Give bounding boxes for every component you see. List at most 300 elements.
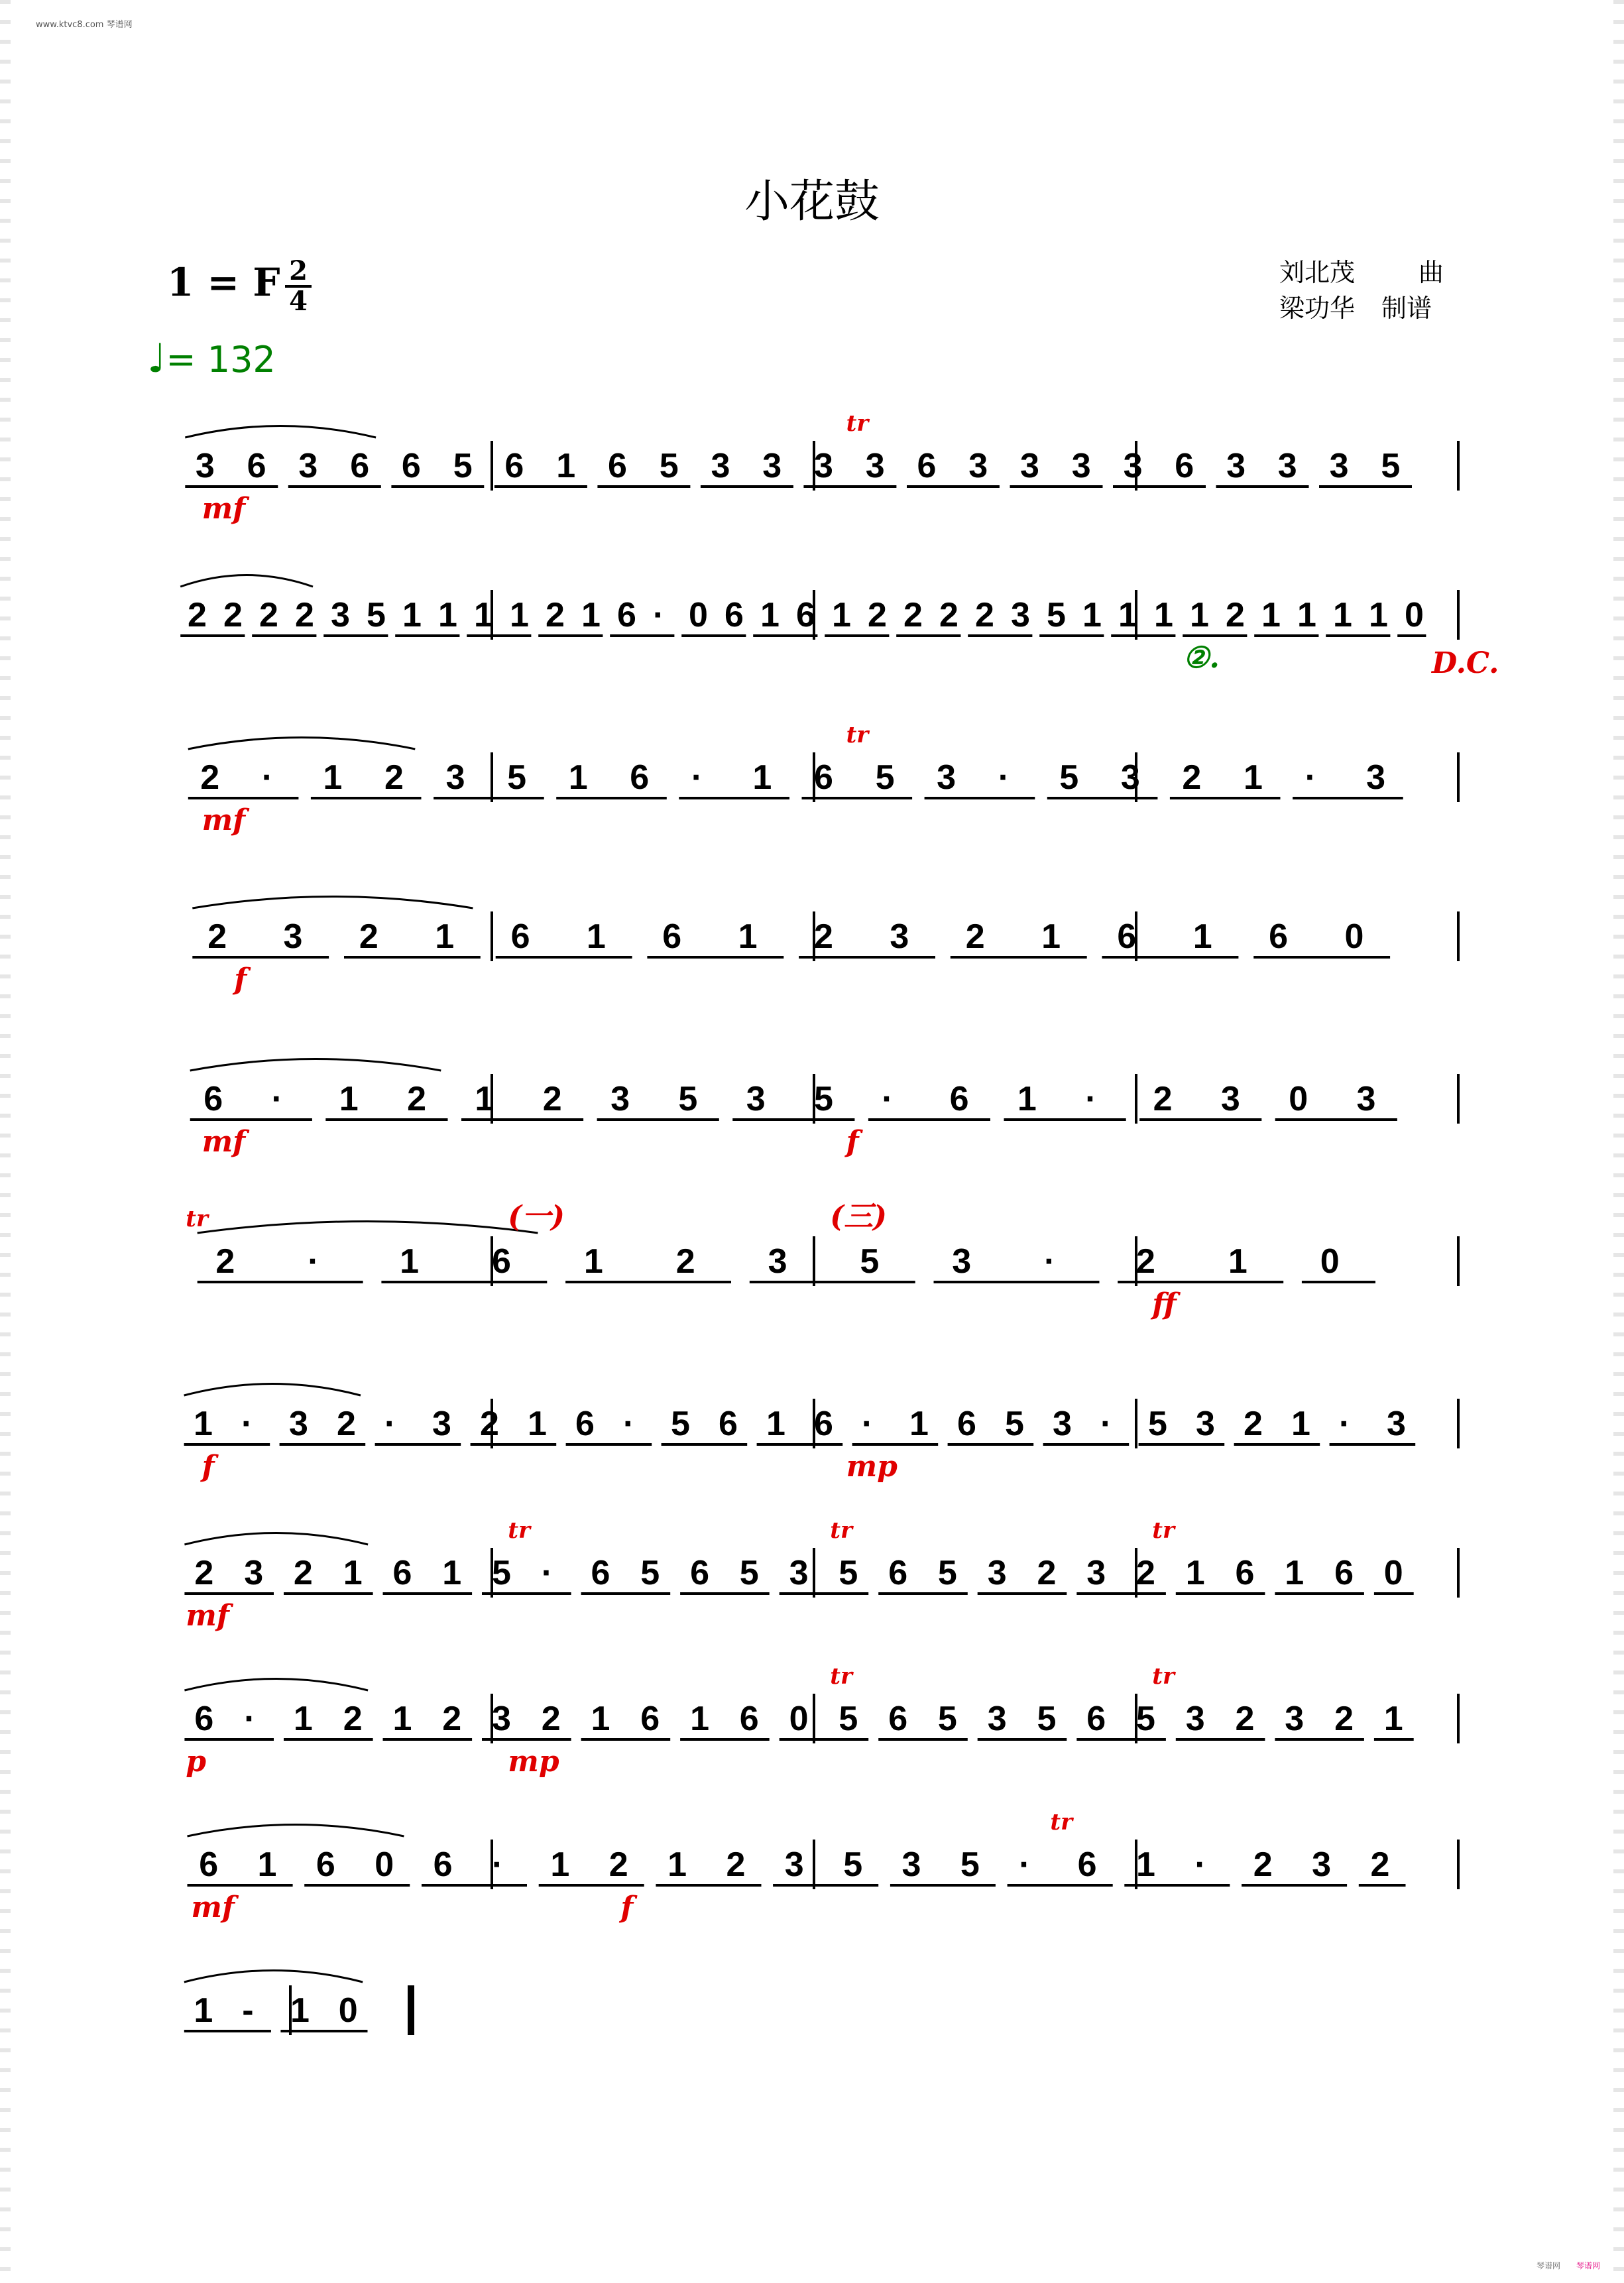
note: 6 xyxy=(640,1700,660,1738)
note: 5 xyxy=(739,1554,759,1592)
site-label: 琴谱网 xyxy=(1536,2261,1560,2270)
dynamic-mark: tr xyxy=(830,1663,852,1690)
note: · xyxy=(384,1405,396,1443)
dynamic-mark: tr xyxy=(508,1517,530,1544)
slur xyxy=(184,1679,368,1691)
note: 2 xyxy=(223,596,243,634)
note: 1 xyxy=(475,1080,494,1118)
note: 1 xyxy=(760,596,780,634)
note: 3 xyxy=(1053,1405,1072,1443)
system-notation xyxy=(0,1810,1624,1942)
note: 3 xyxy=(937,758,957,797)
note: 3 xyxy=(244,1554,264,1592)
arranger-line xyxy=(1279,290,1444,326)
note: 2 xyxy=(215,1242,235,1281)
note: 3 xyxy=(952,1242,972,1281)
time-signature-bottom: 4 xyxy=(289,286,308,317)
note: 3 xyxy=(298,447,318,485)
note: 2 xyxy=(546,596,565,634)
note: 3 xyxy=(610,1080,630,1118)
note: 5 xyxy=(1059,758,1079,797)
note: 6 xyxy=(814,1405,833,1443)
note: 1 xyxy=(400,1242,420,1281)
note: 1 xyxy=(194,1405,213,1443)
slur xyxy=(184,1533,368,1545)
dynamic-mark: mp xyxy=(508,1745,559,1779)
note: 2 xyxy=(295,596,314,634)
arranger-name: 梁功华 xyxy=(1279,294,1356,323)
note: 5 xyxy=(960,1845,980,1884)
note: 3 xyxy=(1020,447,1039,485)
note: 2 xyxy=(609,1845,628,1884)
note: 1 xyxy=(752,758,772,797)
system-notation xyxy=(0,398,1624,530)
note: 0 xyxy=(1344,917,1364,956)
system-notation xyxy=(0,723,1624,855)
note: 1 xyxy=(591,1700,610,1738)
note: 2 xyxy=(541,1700,561,1738)
note: 1 xyxy=(392,1700,412,1738)
dynamic-mark: f xyxy=(620,1891,634,1924)
note: · xyxy=(1019,1845,1031,1884)
site-watermark-bottom xyxy=(1537,2260,1600,2271)
note: 3 xyxy=(1196,1405,1215,1443)
note: 6 xyxy=(247,447,266,485)
note: 6 xyxy=(194,1700,214,1738)
system-notation xyxy=(0,1044,1624,1177)
note: 3 xyxy=(289,1405,308,1443)
dynamic-mark: mf xyxy=(191,1891,235,1924)
note: 1 xyxy=(435,917,455,956)
note: 1 xyxy=(290,1991,310,2030)
note: 2 xyxy=(293,1554,313,1592)
note: 2 xyxy=(1136,1242,1155,1281)
dynamic-mark: f xyxy=(202,1450,215,1484)
note: 2 xyxy=(480,1405,499,1443)
note: · xyxy=(241,1405,253,1443)
note: 6 xyxy=(617,596,636,634)
note: · xyxy=(308,1242,319,1281)
dynamic-mark: mf xyxy=(186,1599,229,1633)
note: 1 xyxy=(1017,1080,1037,1118)
note: 2 xyxy=(965,917,985,956)
note: 3 xyxy=(1387,1405,1406,1443)
note: 3 xyxy=(195,447,215,485)
note: 1 xyxy=(1041,917,1061,956)
note: 1 xyxy=(568,758,588,797)
system-7 xyxy=(0,1369,1624,1501)
note: 3 xyxy=(987,1554,1007,1592)
note: 5 xyxy=(640,1554,660,1592)
note: 1 xyxy=(528,1405,547,1443)
note: 1 xyxy=(581,596,601,634)
note: 6 xyxy=(739,1700,759,1738)
note: · xyxy=(623,1405,635,1443)
note: 3 xyxy=(1356,1080,1376,1118)
note: 2 xyxy=(1182,758,1202,797)
note: 1 xyxy=(1185,1554,1205,1592)
dynamic-mark: mp xyxy=(846,1450,898,1484)
note: 2 xyxy=(188,596,207,634)
note: 3 xyxy=(1285,1700,1305,1738)
system-11 xyxy=(0,1956,1624,2088)
note: · xyxy=(1305,758,1316,797)
note: 1 xyxy=(832,596,851,634)
note: 5 xyxy=(1148,1405,1167,1443)
note: 1 xyxy=(586,917,606,956)
note: · xyxy=(862,1405,874,1443)
note: 2 xyxy=(343,1700,363,1738)
note: 5 xyxy=(875,758,895,797)
system-6 xyxy=(0,1200,1624,1339)
time-signature xyxy=(284,257,313,316)
note: 2 xyxy=(1037,1554,1057,1592)
note: 6 xyxy=(1334,1554,1354,1592)
slur xyxy=(192,897,473,909)
note: 3 xyxy=(814,447,833,485)
system-4 xyxy=(0,882,1624,1014)
note: · xyxy=(1339,1405,1351,1443)
dynamic-mark: tr xyxy=(186,1206,208,1232)
note: · xyxy=(1085,1080,1097,1118)
note: 2 xyxy=(259,596,278,634)
note: 6 xyxy=(1117,917,1137,956)
note: 6 xyxy=(510,917,530,956)
dynamic-mark: tr xyxy=(846,410,869,437)
note: 3 xyxy=(890,917,909,956)
note: 1 xyxy=(323,758,343,797)
system-notation xyxy=(0,1956,1624,2088)
note: 1 xyxy=(194,1991,213,2030)
note: 3 xyxy=(1011,596,1030,634)
note: 6 xyxy=(591,1554,610,1592)
note: 2 xyxy=(1370,1845,1390,1884)
dynamic-mark: tr xyxy=(1152,1663,1175,1690)
note: 1 xyxy=(1192,917,1212,956)
note: 5 xyxy=(1037,1700,1057,1738)
note: 6 xyxy=(203,1080,223,1118)
note: 2 xyxy=(1253,1845,1273,1884)
note: 5 xyxy=(937,1554,957,1592)
note: 1 xyxy=(1369,596,1388,634)
note: 2 xyxy=(1153,1080,1173,1118)
note: 0 xyxy=(689,596,708,634)
note: 3 xyxy=(1071,447,1091,485)
system-notation xyxy=(0,1518,1624,1651)
note: 2 xyxy=(542,1080,562,1118)
note: 6 xyxy=(888,1554,908,1592)
note: 1 xyxy=(1118,596,1137,634)
note: 6 xyxy=(350,447,370,485)
note: 3 xyxy=(711,447,730,485)
note: 6 xyxy=(316,1845,335,1884)
note: 0 xyxy=(1289,1080,1308,1118)
note: 5 xyxy=(367,596,386,634)
note: 2 xyxy=(200,758,220,797)
note: 6 xyxy=(957,1405,976,1443)
note: · xyxy=(1194,1845,1206,1884)
note: 0 xyxy=(789,1700,809,1738)
note: 0 xyxy=(338,1991,358,2030)
credits-block xyxy=(1279,255,1444,326)
system-5 xyxy=(0,1044,1624,1177)
note: · xyxy=(261,758,274,797)
note: 1 xyxy=(550,1845,570,1884)
note: 3 xyxy=(746,1080,766,1118)
note: 2 xyxy=(939,596,958,634)
composer-name: 刘北茂 xyxy=(1279,258,1356,287)
note: 1 xyxy=(1333,596,1352,634)
dynamic-mark: mf xyxy=(202,492,246,526)
note: 3 xyxy=(1366,758,1386,797)
note: · xyxy=(998,758,1010,797)
note: 1 xyxy=(1261,596,1281,634)
note: 2 xyxy=(337,1405,356,1443)
note: 1 xyxy=(474,596,493,634)
note: 1 xyxy=(1244,758,1263,797)
note: 2 xyxy=(814,917,833,956)
note: 5 xyxy=(1047,596,1066,634)
note: 5 xyxy=(1381,447,1401,485)
note: 5 xyxy=(839,1700,858,1738)
tempo-value: = 132 xyxy=(166,339,276,380)
note: 1 xyxy=(583,1242,603,1281)
note: · xyxy=(691,758,703,797)
note: 1 xyxy=(667,1845,687,1884)
dynamic-mark: tr xyxy=(1050,1809,1073,1836)
note: 1 xyxy=(1297,596,1316,634)
quarter-note-icon: ♩ xyxy=(147,335,166,382)
system-notation xyxy=(0,1664,1624,1796)
note: 6 xyxy=(949,1080,969,1118)
dynamic-mark: tr xyxy=(830,1517,852,1544)
note: 6 xyxy=(1269,917,1289,956)
slur xyxy=(198,1222,538,1234)
note: 6 xyxy=(1077,1845,1097,1884)
note: 3 xyxy=(1329,447,1349,485)
note: 5 xyxy=(671,1405,690,1443)
note: 1 xyxy=(257,1845,277,1884)
site-label-pink: 琴谱网 xyxy=(1576,2261,1600,2270)
note: 1 xyxy=(1082,596,1102,634)
note: 3 xyxy=(789,1554,809,1592)
note: 1 xyxy=(1291,1405,1310,1443)
system-1 xyxy=(0,398,1624,530)
note: 3 xyxy=(768,1242,787,1281)
note: 6 xyxy=(662,917,682,956)
system-2 xyxy=(0,560,1624,693)
note: 2 xyxy=(407,1080,427,1118)
note: 5 xyxy=(659,447,679,485)
note: 3 xyxy=(1123,447,1143,485)
note: 2 xyxy=(194,1554,214,1592)
note: 3 xyxy=(445,758,465,797)
note: 3 xyxy=(987,1700,1007,1738)
note: 1 xyxy=(438,596,457,634)
arranger-role: 制谱 xyxy=(1381,294,1432,323)
note: 6 xyxy=(917,447,937,485)
note: 0 xyxy=(1383,1554,1403,1592)
slur xyxy=(184,1384,361,1396)
note: 5 xyxy=(814,1080,833,1118)
note: 6 xyxy=(392,1554,412,1592)
note: 5 xyxy=(678,1080,698,1118)
note: 2 xyxy=(442,1700,462,1738)
dynamic-mark: mf xyxy=(202,1125,246,1159)
slur xyxy=(185,426,376,438)
note: 3 xyxy=(1277,447,1297,485)
composer-line xyxy=(1279,255,1444,290)
system-3 xyxy=(0,723,1624,855)
note: 5 xyxy=(937,1700,957,1738)
note: 1 xyxy=(1136,1845,1155,1884)
system-10 xyxy=(0,1810,1624,1942)
note: 2 xyxy=(868,596,887,634)
score-title: 小花鼓 xyxy=(744,176,880,228)
note: 1 xyxy=(1190,596,1209,634)
dynamic-mark: ff xyxy=(1152,1287,1177,1321)
note: 3 xyxy=(1185,1700,1205,1738)
note: · xyxy=(244,1700,256,1738)
slur xyxy=(180,575,313,587)
note: 3 xyxy=(1312,1845,1332,1884)
note: 5 xyxy=(843,1845,863,1884)
note: 2 xyxy=(975,596,994,634)
dynamic-mark: (三) xyxy=(830,1200,887,1234)
note: 6 xyxy=(888,1700,908,1738)
dynamic-mark: tr xyxy=(1152,1517,1175,1544)
note: · xyxy=(882,1080,894,1118)
note: 6 xyxy=(433,1845,453,1884)
dynamic-mark: f xyxy=(846,1125,859,1159)
note: 1 xyxy=(1154,596,1173,634)
note: 2 xyxy=(1226,596,1245,634)
note: 3 xyxy=(784,1845,804,1884)
system-notation xyxy=(0,560,1624,693)
note: 1 xyxy=(909,1405,929,1443)
note: 5 xyxy=(860,1242,880,1281)
note: 2 xyxy=(1235,1700,1255,1738)
note: 6 xyxy=(725,596,744,634)
note: 3 xyxy=(1086,1554,1106,1592)
note: · xyxy=(541,1554,553,1592)
note: 2 xyxy=(1136,1554,1155,1592)
note: 2 xyxy=(1334,1700,1354,1738)
note: 2 xyxy=(384,758,404,797)
note: 3 xyxy=(331,596,350,634)
note: 1 xyxy=(1285,1554,1305,1592)
note: 2 xyxy=(359,917,378,956)
note: 6 xyxy=(814,758,833,797)
dynamic-mark: ②. xyxy=(1183,641,1220,675)
note: 5 xyxy=(1005,1405,1024,1443)
note: · xyxy=(492,1845,504,1884)
note: 6 xyxy=(608,447,627,485)
note: 1 xyxy=(738,917,758,956)
key-signature: 1 = F xyxy=(167,260,280,305)
note: · xyxy=(271,1080,283,1118)
note: 0 xyxy=(1405,596,1424,634)
note: 2 xyxy=(1244,1405,1263,1443)
system-notation xyxy=(0,1369,1624,1501)
note: 1 xyxy=(510,596,529,634)
note: 6 xyxy=(401,447,421,485)
note: 5 xyxy=(507,758,527,797)
note: 5 xyxy=(839,1554,858,1592)
note: 1 xyxy=(1383,1700,1403,1738)
note: 1 xyxy=(343,1554,363,1592)
system-notation xyxy=(0,1200,1624,1339)
note: 2 xyxy=(675,1242,695,1281)
composer-role: 曲 xyxy=(1419,258,1444,287)
dynamic-mark: mf xyxy=(202,803,246,837)
note: 1 xyxy=(339,1080,359,1118)
note: 3 xyxy=(1226,447,1246,485)
note: 6 xyxy=(575,1405,595,1443)
slur xyxy=(188,1825,404,1837)
note: 2 xyxy=(207,917,227,956)
note: 1 xyxy=(1228,1242,1247,1281)
dynamic-mark: p xyxy=(186,1745,207,1779)
note: 2 xyxy=(726,1845,746,1884)
site-watermark-top: www.ktvc8.com 琴谱网 xyxy=(36,20,133,30)
note: 3 xyxy=(1220,1080,1240,1118)
note: 3 xyxy=(432,1405,451,1443)
note: 1 xyxy=(690,1700,710,1738)
time-signature-top: 2 xyxy=(289,255,308,286)
note: 6 xyxy=(1086,1700,1106,1738)
note: 3 xyxy=(901,1845,921,1884)
note: - xyxy=(242,1991,254,2030)
note: 6 xyxy=(199,1845,219,1884)
note: 6 xyxy=(1235,1554,1255,1592)
note: · xyxy=(653,596,665,634)
dynamic-mark: tr xyxy=(846,722,869,748)
note: 3 xyxy=(968,447,988,485)
note: 6 xyxy=(796,596,815,634)
note: 3 xyxy=(762,447,782,485)
note: 3 xyxy=(865,447,885,485)
slur xyxy=(188,738,416,750)
note: 1 xyxy=(556,447,576,485)
note: 6 xyxy=(630,758,650,797)
note: 2 xyxy=(903,596,923,634)
note: 6 xyxy=(719,1405,738,1443)
system-9 xyxy=(0,1664,1624,1796)
note: 6 xyxy=(504,447,524,485)
slur xyxy=(184,1971,363,1983)
note: 6 xyxy=(690,1554,710,1592)
note: 3 xyxy=(492,1700,511,1738)
note: 0 xyxy=(375,1845,394,1884)
note: 0 xyxy=(1320,1242,1340,1281)
system-notation xyxy=(0,882,1624,1014)
note: 5 xyxy=(1136,1700,1155,1738)
note: · xyxy=(1100,1405,1112,1443)
note: 3 xyxy=(1120,758,1140,797)
tempo-marking xyxy=(147,335,276,382)
note: 6 xyxy=(1175,447,1194,485)
note: 1 xyxy=(402,596,422,634)
system-8 xyxy=(0,1518,1624,1651)
dynamic-mark: f xyxy=(234,963,247,996)
note: · xyxy=(1044,1242,1056,1281)
note: 3 xyxy=(283,917,303,956)
note: 1 xyxy=(293,1700,313,1738)
note: 6 xyxy=(492,1242,511,1281)
note: 5 xyxy=(453,447,473,485)
dynamic-mark: D.C. xyxy=(1432,646,1499,680)
